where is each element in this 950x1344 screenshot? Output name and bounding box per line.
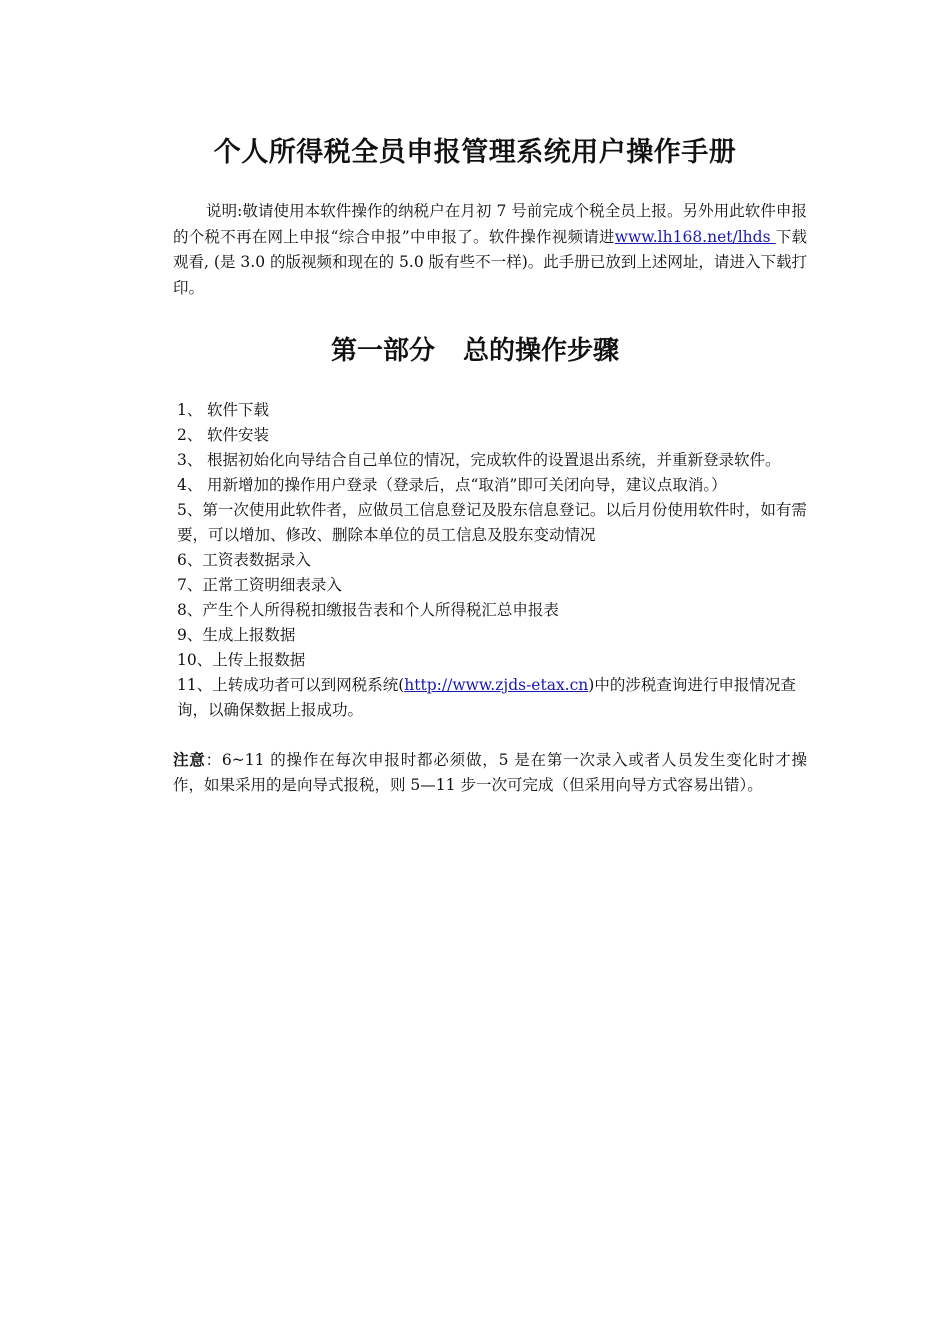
- note-paragraph: [173, 747, 807, 798]
- list-item: [177, 473, 809, 498]
- note-label: 注意: [173, 750, 206, 769]
- list-item: [177, 623, 809, 648]
- step-number: 8、: [177, 601, 203, 619]
- etax-system-link[interactable]: http://www.zjds-etax.cn: [404, 676, 589, 694]
- section-title: [140, 330, 810, 372]
- document-title: 个人所得税全员申报管理系统用户操作手册: [213, 137, 737, 168]
- step-text: 生成上报数据: [202, 626, 296, 644]
- step-number: 1、: [177, 401, 203, 419]
- step-text: 正常工资明细表录入: [202, 576, 342, 594]
- step-number: 9、: [177, 626, 203, 644]
- step-number: 7、: [177, 576, 203, 594]
- list-item: [177, 598, 809, 623]
- video-download-link[interactable]: www.lh168.net/lhds: [614, 227, 776, 246]
- step-text: 上转成功者可以到网税系统(: [212, 676, 405, 694]
- step-text: 第一次使用此软件者，应做员工信息登记及股东信息登记。以后月份使用软件时，如有需要，可以增加、修改、删除本单位的员工信息及股东变动情况: [177, 501, 807, 544]
- list-item: [177, 398, 809, 423]
- step-number: 10、: [177, 651, 213, 669]
- step-text: 软件下载: [207, 401, 270, 419]
- list-item: [177, 673, 809, 723]
- step-text: 用新增加的操作用户登录（登录后，点“取消”即可关闭向导，建议点取消。）: [207, 476, 727, 494]
- intro-text-continued: 下载观看, (是 3.0 的版视频和现在的 5.0 版有些不一样)。此手册已放到上述网址，请进入下载打印。: [173, 227, 807, 297]
- section-title-part: 第一部分: [330, 336, 435, 366]
- note-text: ：6~11 的操作在每次申报时都必须做，5 是在第一次录入或者人员发生变化时才操作，如果采用的是向导式报税，则 5—11 步一次可完成（但采用向导方式容易出错）。: [173, 751, 807, 794]
- intro-paragraph: [173, 199, 807, 301]
- intro-text: 说明:敬请使用本软件操作的纳税户在月初 7 号前完成个税全员上报。另外用此软件申报的个税不再在网上申报“综合申报”中申报了。软件操作视频请进: [173, 202, 807, 246]
- step-text: 根据初始化向导结合自己单位的情况，完成软件的设置退出系统，并重新登录软件。: [207, 451, 781, 469]
- step-text: 工资表数据录入: [202, 551, 311, 569]
- step-text-continued: )中的涉税查询进行申报情况查询，以确保数据上报成功。: [177, 676, 796, 719]
- step-text: 产生个人所得税扣缴报告表和个人所得税汇总申报表: [202, 601, 559, 619]
- list-item: [177, 498, 809, 548]
- list-item: [177, 648, 809, 673]
- list-item: [177, 448, 809, 473]
- step-text: 软件安装: [207, 426, 270, 444]
- list-item: [177, 423, 809, 448]
- list-item: [177, 573, 809, 598]
- steps-list: [177, 398, 809, 723]
- step-number: 6、: [177, 551, 203, 569]
- step-number: 4、: [177, 476, 203, 494]
- step-number: 2、: [177, 426, 203, 444]
- step-number: 11、: [177, 676, 213, 694]
- step-number: 5、: [177, 501, 203, 519]
- section-title-name: 总的操作步骤: [463, 336, 620, 366]
- step-text: 上传上报数据: [212, 651, 306, 669]
- list-item: [177, 548, 809, 573]
- step-number: 3、: [177, 451, 203, 469]
